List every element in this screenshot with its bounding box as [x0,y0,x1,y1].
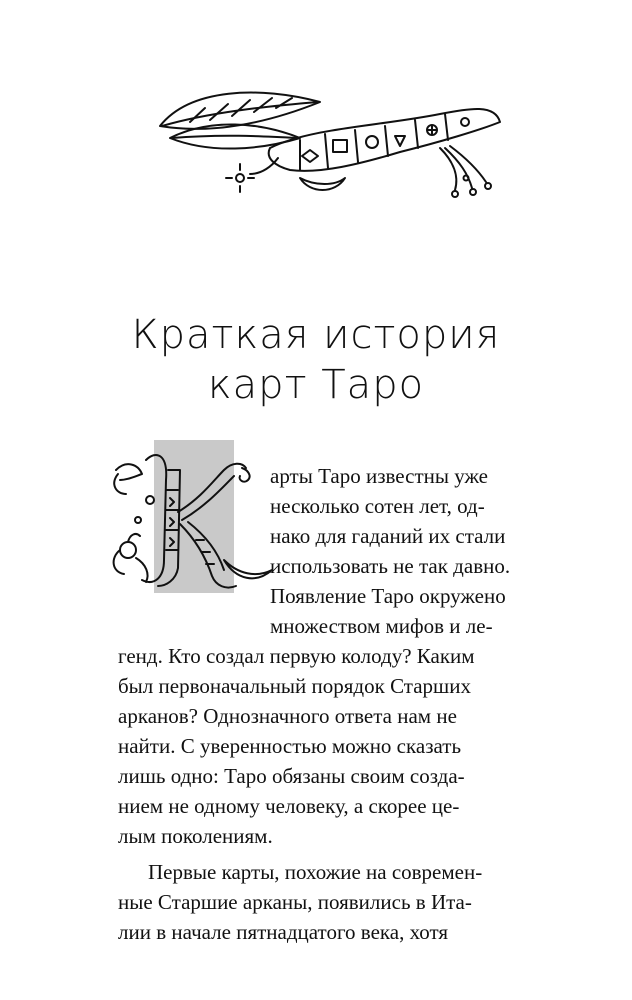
body-line: Появление Таро окружено [270,584,506,608]
body-line: был первоначальный порядок Старших [118,674,471,698]
body-line: арканов? Однозначного ответа нам не [118,704,457,728]
dropcap-letter-k [106,440,276,595]
body-line: Первые карты, похожие на современ- [148,860,483,884]
body-line: использовать не так давно. [270,554,511,578]
body-line: арты Таро известны уже [270,464,488,488]
body-line: лым поколениям. [118,824,273,848]
body-line: генд. Кто создал первую колоду? Каким [118,644,475,668]
body-line: ные Старшие арканы, появились в Ита- [118,890,472,914]
body-line: лии в начале пятнадцатого века, хотя [118,920,449,944]
body-line: нием не одному человеку, а скорее це- [118,794,460,818]
body-line: найти. С уверенностью можно сказать [118,734,462,758]
body-line: несколько сотен лет, од- [270,494,485,518]
body-line: множеством мифов и ле- [270,614,493,638]
chapter-title-line-1: Краткая история [131,312,501,358]
decorative-feather-horn-ornament-icon [150,78,520,206]
body-line: нако для гаданий их стали [270,524,506,548]
ornate-letter-k-icon [106,440,276,595]
chapter-title-line-2: карт Таро [207,362,425,408]
body-line: лишь одно: Таро обязаны своим созда- [118,764,465,788]
